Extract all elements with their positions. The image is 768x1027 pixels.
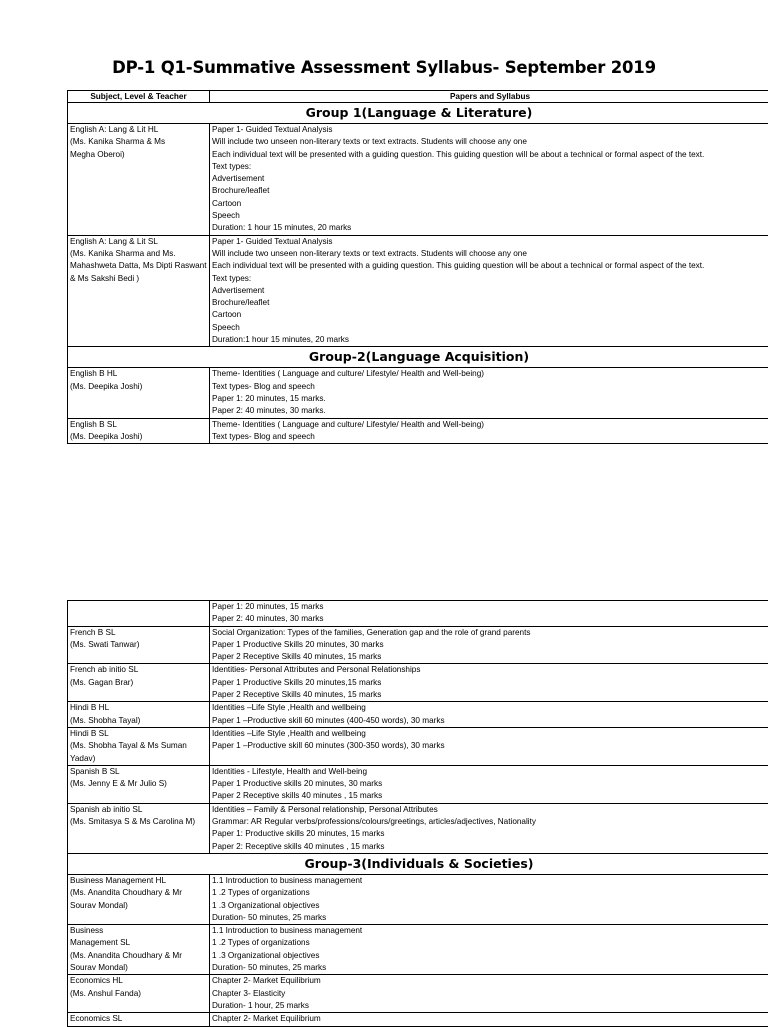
syllabus-line: Speech [212, 322, 768, 334]
subject-line: English B SL [70, 419, 207, 431]
table-row [68, 235, 768, 347]
syllabus-line: Paper 1: 20 minutes, 15 marks [212, 601, 768, 613]
syllabus-line: Duration- 1 hour, 25 marks [212, 1000, 768, 1012]
syllabus-line: Paper 2: 40 minutes, 30 marks. [212, 405, 768, 417]
syllabus-cell [210, 601, 768, 627]
group-heading-row [68, 347, 768, 368]
subject-line: English A: Lang & Lit HL [70, 124, 207, 136]
syllabus-line: Chapter 2- Market Equilibrium [212, 975, 768, 987]
syllabus-line: Will include two unseen non-literary texts or text extracts. Students will choose any one [212, 248, 768, 260]
syllabus-line: Advertisement [212, 173, 768, 185]
subject-cell [68, 664, 210, 702]
subject-line: (Ms. Deepika Joshi) [70, 381, 207, 393]
table-row [68, 626, 768, 664]
syllabus-line: Duration: 1 hour 15 minutes, 20 marks [212, 222, 768, 234]
subject-line: Hindi B HL [70, 702, 207, 714]
syllabus-cell [210, 702, 768, 728]
syllabus-line: Will include two unseen non-literary texts or text extracts. Students will choose any one [212, 136, 768, 148]
subject-cell [68, 235, 210, 347]
subject-line: (Ms. Anandita Choudhary & Mr Sourav Mondal) [70, 950, 207, 975]
subject-cell [68, 702, 210, 728]
syllabus-line: Text types- Blog and speech [212, 381, 768, 393]
header-row [68, 91, 768, 103]
table-row [68, 803, 768, 853]
table-row [68, 664, 768, 702]
syllabus-line: Theme- Identities ( Language and culture/ Lifestyle/ Health and Well-being) [212, 419, 768, 431]
syllabus-line: 1 .2 Types of organizations [212, 887, 768, 899]
syllabus-cell [210, 975, 768, 1013]
syllabus-cell [210, 418, 768, 444]
subject-line: (Ms. Kanika Sharma and Ms. Mahashweta Datta, Ms Dipti Raswant & Ms Sakshi Bedi ) [70, 248, 207, 285]
syllabus-line: Paper 1 –Productive skill 60 minutes (400-450 words), 30 marks [212, 715, 768, 727]
syllabus-line: Identities- Personal Attributes and Personal Relationships [212, 664, 768, 676]
syllabus-line: Cartoon [212, 198, 768, 210]
subject-line: Spanish ab initio SL [70, 804, 207, 816]
group-heading: Group-3(Individuals & Societies) [68, 853, 768, 874]
subject-cell [68, 765, 210, 803]
syllabus-line: Identities –Life Style ,Health and wellbeing [212, 728, 768, 740]
group-heading: Group 1(Language & Literature) [68, 103, 768, 124]
subject-cell [68, 124, 210, 236]
syllabus-line: Paper 1- Guided Textual Analysis [212, 236, 768, 248]
syllabus-line: Cartoon [212, 309, 768, 321]
syllabus-cell [210, 1013, 768, 1026]
syllabus-line: Paper 2 Receptive Skills 40 minutes, 15 marks [212, 651, 768, 663]
subject-cell [68, 975, 210, 1013]
table-row [68, 601, 768, 627]
syllabus-line: Identities – Family & Personal relationship, Personal Attributes [212, 804, 768, 816]
subject-cell [68, 874, 210, 924]
syllabus-line: Paper 2 Receptive Skills 40 minutes, 15 marks [212, 689, 768, 701]
syllabus-line: Paper 2 Receptive skills 40 minutes , 15 marks [212, 790, 768, 802]
syllabus-line: Social Organization: Types of the families, Generation gap and the role of grand parents [212, 627, 768, 639]
subject-line: (Ms. Shobha Tayal) [70, 715, 207, 727]
group-heading-row [68, 853, 768, 874]
syllabus-line: Duration- 50 minutes, 25 marks [212, 912, 768, 924]
syllabus-line: Paper 1 –Productive skill 60 minutes (300-350 words), 30 marks [212, 740, 768, 752]
syllabus-cell [210, 727, 768, 765]
table-row [68, 727, 768, 765]
syllabus-cell [210, 765, 768, 803]
table-row [68, 1013, 768, 1026]
table-row [68, 765, 768, 803]
syllabus-cell [210, 368, 768, 418]
syllabus-cell [210, 803, 768, 853]
syllabus-line: Chapter 2- Market Equilibrium [212, 1013, 768, 1025]
syllabus-line: 1.1 Introduction to business management [212, 875, 768, 887]
subject-cell [68, 626, 210, 664]
syllabus-line: Paper 1 Productive Skills 20 minutes, 30 marks [212, 639, 768, 651]
subject-line: Economics HL [70, 975, 207, 987]
syllabus-line: 1 .3 Organizational objectives [212, 950, 768, 962]
syllabus-cell [210, 124, 768, 236]
subject-line: Business [70, 925, 207, 937]
syllabus-line: Each individual text will be presented with a guiding question. This guiding question will be about a technical or formal aspect of the text. [212, 149, 768, 161]
syllabus-line: Duration- 50 minutes, 25 marks [212, 962, 768, 974]
syllabus-cell [210, 925, 768, 975]
subject-line: (Ms. Swati Tanwar) [70, 639, 207, 651]
syllabus-line: Text types: [212, 273, 768, 285]
subject-cell [68, 601, 210, 627]
table-row [68, 874, 768, 924]
subject-cell [68, 368, 210, 418]
subject-line: English A: Lang & Lit SL [70, 236, 207, 248]
subject-cell [68, 418, 210, 444]
subject-line: French ab initio SL [70, 664, 207, 676]
syllabus-line: Paper 2: 40 minutes, 30 marks [212, 613, 768, 625]
syllabus-line: 1 .2 Types of organizations [212, 937, 768, 949]
subject-line: (Ms. Anandita Choudhary & Mr Sourav Mondal) [70, 887, 207, 912]
syllabus-line: Chapter 3- Elasticity [212, 988, 768, 1000]
table-row [68, 925, 768, 975]
syllabus-line: Text types: [212, 161, 768, 173]
syllabus-table-top [67, 90, 768, 444]
subject-line: (Ms. Gagan Brar) [70, 677, 207, 689]
subject-line: (Ms. Anshul Fanda) [70, 988, 207, 1000]
subject-cell [68, 925, 210, 975]
syllabus-line: 1 .3 Organizational objectives [212, 900, 768, 912]
syllabus-line: Identities - Lifestyle, Health and Well-being [212, 766, 768, 778]
subject-line: Megha Oberoi) [70, 149, 207, 161]
subject-line: (Ms. Kanika Sharma & Ms [70, 136, 207, 148]
syllabus-line: 1.1 Introduction to business management [212, 925, 768, 937]
subject-line: (Ms. Jenny E & Mr Julio S) [70, 778, 207, 790]
subject-line: English B HL [70, 368, 207, 380]
header-syllabus: Papers and Syllabus [210, 91, 768, 103]
syllabus-line: Identities –Life Style ,Health and wellbeing [212, 702, 768, 714]
syllabus-line: Theme- Identities ( Language and culture/ Lifestyle/ Health and Well-being) [212, 368, 768, 380]
group-heading: Group-2(Language Acquisition) [68, 347, 768, 368]
syllabus-line: Brochure/leaflet [212, 297, 768, 309]
subject-cell [68, 1013, 210, 1026]
syllabus-line: Grammar: AR Regular verbs/professions/colours/greetings, articles/adjectives, Nationality [212, 816, 768, 828]
table-row [68, 702, 768, 728]
syllabus-line: Brochure/leaflet [212, 185, 768, 197]
syllabus-line: Paper 1 Productive Skills 20 minutes,15 marks [212, 677, 768, 689]
subject-line: Business Management HL [70, 875, 207, 887]
syllabus-table-bottom [67, 600, 768, 1027]
subject-cell [68, 727, 210, 765]
table-row [68, 124, 768, 236]
subject-line: Management SL [70, 937, 207, 949]
table-row [68, 975, 768, 1013]
subject-line: (Ms. Deepika Joshi) [70, 431, 207, 443]
subject-line: Spanish B SL [70, 766, 207, 778]
syllabus-line: Paper 2: Receptive skills 40 minutes , 15 marks [212, 841, 768, 853]
subject-line: (Ms. Shobha Tayal & Ms Suman Yadav) [70, 740, 207, 765]
subject-line: French B SL [70, 627, 207, 639]
page-title: DP-1 Q1-Summative Assessment Syllabus- September 2019 [0, 58, 768, 77]
syllabus-line: Advertisement [212, 285, 768, 297]
table-row [68, 368, 768, 418]
syllabus-cell [210, 874, 768, 924]
syllabus-line: Paper 1 Productive skills 20 minutes, 30 marks [212, 778, 768, 790]
syllabus-line: Paper 1: Productive skills 20 minutes, 15 marks [212, 828, 768, 840]
subject-line: Hindi B SL [70, 728, 207, 740]
subject-cell [68, 803, 210, 853]
syllabus-cell [210, 235, 768, 347]
syllabus-line: Speech [212, 210, 768, 222]
subject-line: Economics SL [70, 1013, 207, 1025]
syllabus-line: Paper 1- Guided Textual Analysis [212, 124, 768, 136]
header-subject: Subject, Level & Teacher [68, 91, 210, 103]
subject-line: (Ms. Smitasya S & Ms Carolina M) [70, 816, 207, 828]
group-heading-row [68, 103, 768, 124]
syllabus-line: Text types- Blog and speech [212, 431, 768, 443]
syllabus-cell [210, 664, 768, 702]
syllabus-line: Duration:1 hour 15 minutes, 20 marks [212, 334, 768, 346]
table-row [68, 418, 768, 444]
syllabus-cell [210, 626, 768, 664]
syllabus-line: Each individual text will be presented with a guiding question. This guiding question will be about a technical or formal aspect of the text. [212, 260, 768, 272]
syllabus-line: Paper 1: 20 minutes, 15 marks. [212, 393, 768, 405]
